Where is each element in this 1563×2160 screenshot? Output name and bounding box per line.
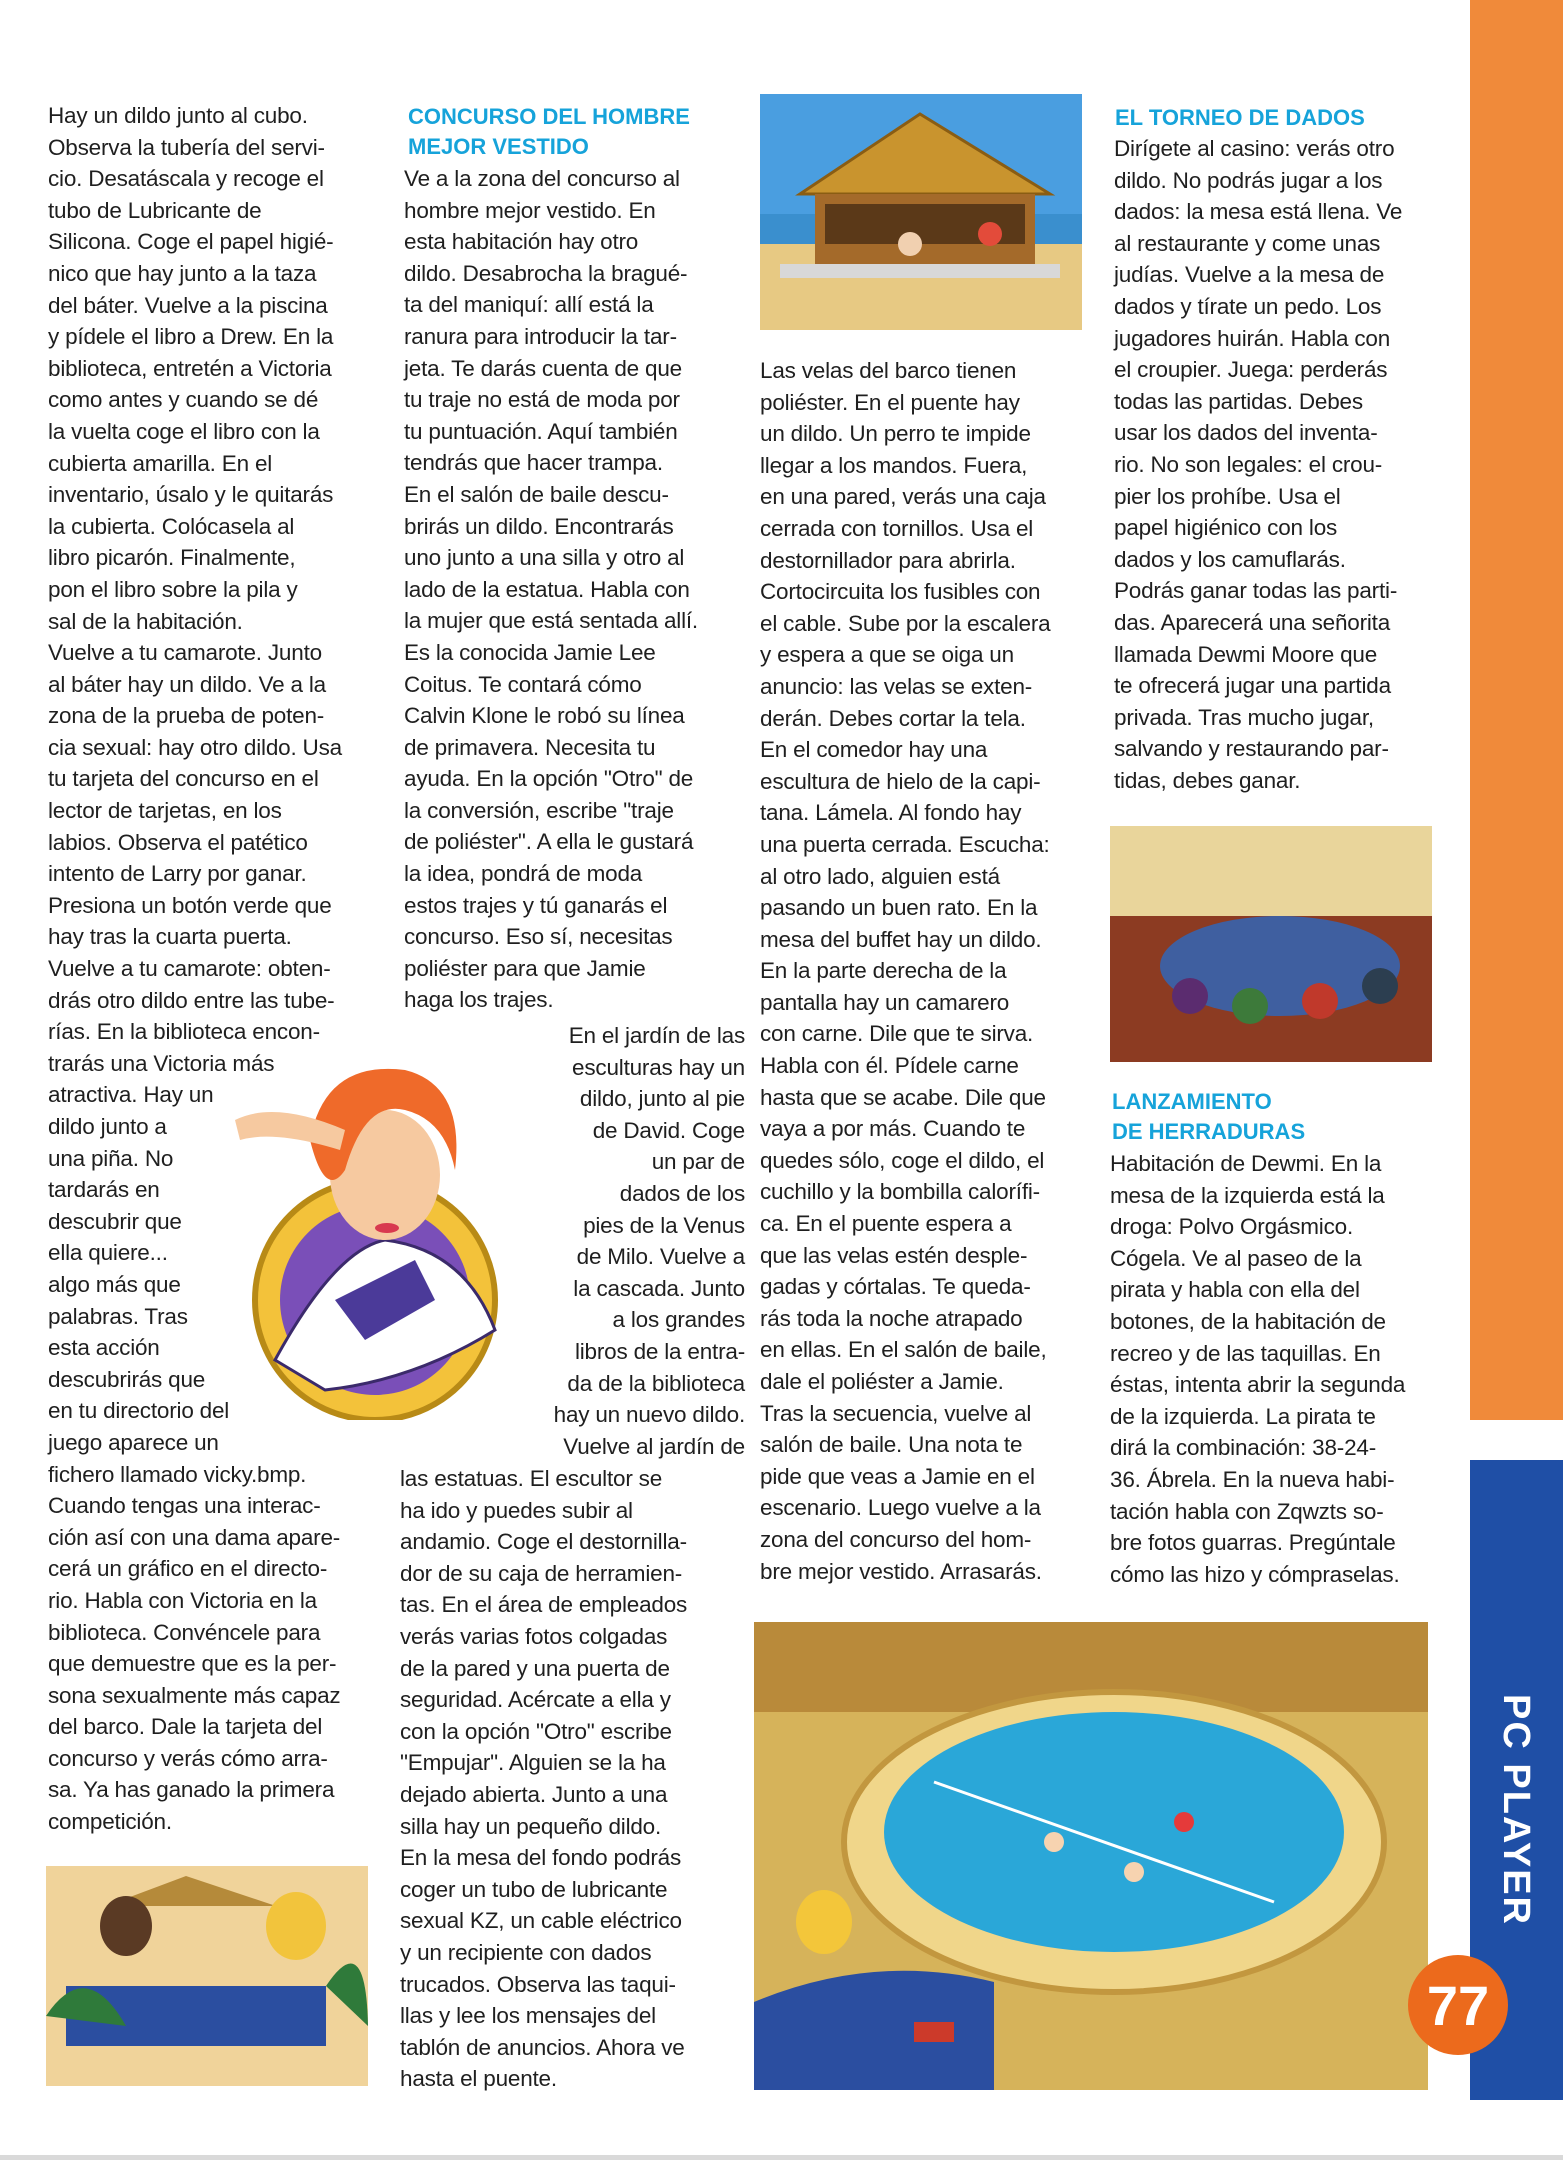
column-2-text-top: Ve a la zona del concurso al hombre mejor vestido. En esta habitación hay otro dildo. Desabrocha la bragué- ta del maniquí: allí está la ranura para introducir la tar- jeta. Te darás cuenta de que tu traje no está de moda por tu puntuación. Aquí también tendrás que hacer trampa. En el salón de baile descu- brirás un dildo. Encontrarás uno junto a una silla y otro al lado de la estatua. Habla con la mujer que está sentada allí. Es la conocida Jamie Lee Coitus. Te contará cómo Calvin Klone le robó su línea de primavera. Necesita tu ayuda. En la opción "Otro" de la conversión, escribe "traje de poliéster". A ella le gustará la idea, pondrá de moda estos trajes y tú ganarás el concurso. Eso sí, necesitas poliéster para que Jamie haga los trajes.: [404, 166, 698, 1013]
column-3-text: Las velas del barco tienen poliéster. En el puente hay un dildo. Un perro te impide llegar a los mandos. Fuera, en una pared, verás una caja cerrada con tornillos. Usa el destornillador para abrirla. Cortocircuita los fusibles con el cable. Sube por la escalera y espera a que se oiga un anuncio: las velas se exten- derán. Debes cortar la tela. En el comedor hay una escultura de hielo de la capi- tana. Lámela. Al fondo hay una puerta cerrada. Escucha: al otro lado, alguien está pasando un buen rato. En la mesa del buffet hay un dildo. En la parte derecha de la pantalla hay un camarero con carne. Dile que te sirva. Habla con él. Pídele carne hasta que se acabe. Dile que vaya a por más. Cuando te quedes sólo, coge el dildo, el cuchillo y la bombilla calorífi- ca. En el puente espera a que las velas estén desple- gadas y córtalas. Te queda- rás toda la noche atrapado en ellas. En el salón de baile, dale el poliéster a Jamie. Tras la secuencia, vuelve al salón de baile. Una nota te pide que veas a Jamie en el escenario. Luego vuelve a la zona del concurso del hom- bre mejor vestido. Arrasarás.: [760, 358, 1051, 1584]
screenshot-beach-hut: [760, 94, 1082, 330]
column-4-text-top: Dirígete al casino: verás otro dildo. No podrás jugar a los dados: la mesa está llena. Ve al restaurante y come unas judías. Vuelve a la mesa de dados y tírate un pedo. Los jugadores huirán. Habla con el croupier. Juega: perderás todas las partidas. Debes usar los dados del inventa- rio. No son legales: el crou- pier los prohíbe. Usa el papel higiénico con los dados y los camuflarás. Podrás ganar todas las parti- das. Aparecerá una señorita llamada Dewmi Moore que te ofrecerá jugar una partida privada. Tras mucho jugar, salvando y restaurando par- tidas, debes ganar.: [1114, 136, 1403, 793]
screenshot-lounge: [46, 1866, 368, 2086]
heading-dice-tournament: EL TORNEO DE DADOS: [1115, 105, 1365, 130]
column-2-text-bottom: las estatuas. El escultor se ha ido y puedes subir al andamio. Coge el destornilla- dor de su caja de herramien- tas. En el área de empleados verás varias fotos colgadas de la pared y una puerta de seguridad. Acércate a ella y con la opción "Otro" escribe "Empujar". Alguien se la ha dejado abierta. Junto a una silla hay un pequeño dildo. En la mesa del fondo podrás coger un tubo de lubricante sexual KZ, un cable eléctrico y un recipiente con dados trucados. Observa las taqui- llas y lee los mensajes del tablón de anuncios. Ahora ve hasta el puente.: [400, 1466, 688, 2092]
character-illustration: [215, 1000, 545, 1420]
heading-horseshoes: LANZAMIENTO DE HERRADURAS: [1112, 1089, 1306, 1144]
magazine-name: PC PLAYER: [1495, 1694, 1538, 1926]
side-orange-bar: [1470, 0, 1563, 1420]
screenshot-casino: [1110, 826, 1432, 1062]
column-2-text-wrap: En el jardín de las esculturas hay un dildo, junto al pie de David. Coge un par de dados de los pies de la Venus de Milo. Vuelve a la cascada. Junto a los grandes libros de la entra- da de la biblioteca hay un nuevo dildo. Vuelve al jardín de: [553, 1023, 745, 1459]
page-number-badge: 77: [1408, 1955, 1508, 2055]
heading-best-dressed: CONCURSO DEL HOMBRE MEJOR VESTIDO: [408, 104, 690, 159]
column-4-text-bottom: Habitación de Dewmi. En la mesa de la izquierda está la droga: Polvo Orgásmico. Cógela. Ve al paseo de la pirata y habla con ella del botones, de la habitación de recreo y de las taquillas. En éstas, intenta abrir la segunda de la izquierda. La pirata te dirá la combinación: 38-24- 36. Ábrela. En la nueva habi- tación habla con Zqwzts so- bre fotos guarras. Pregúntale cómo las hizo y cómpraselas.: [1110, 1151, 1406, 1587]
column-1-text: Hay un dildo junto al cubo. Observa la tubería del servi- cio. Desatáscala y recoge el tubo de Lubricante de Silicona. Coge el papel higié- nico que hay junto a la taza del báter. Vuelve a la piscina y pídele el libro a Drew. En la biblioteca, entretén a Victoria como antes y cuando se dé la vuelta coge el libro con la cubierta amarilla. En el inventario, úsalo y le quitarás la cubierta. Colócasela al libro picarón. Finalmente, pon el libro sobre la pila y sal de la habitación. Vuelve a tu camarote. Junto al báter hay un dildo. Ve a la zona de la prueba de poten- cia sexual: hay otro dildo. Usa tu tarjeta del concurso en el lector de tarjetas, en los labios. Observa el patético intento de Larry por ganar. Presiona un botón verde que hay tras la cuarta puerta. Vuelve a tu camarote: obten- drás otro dildo entre las tube- rías. En la biblioteca encon- trarás una Victoria más atractiva. Hay un dildo junto a una piña. No tardarás en descubrir que ella quiere... algo más que palabras. Tras esta acción descubrirás que en tu directorio del juego aparece un fichero llamado vicky.bmp. Cuando tengas una interac- ción así con una dama apare- cerá un gráfico en el directo- rio. Habla con Victoria en la biblioteca. Convéncele para que demuestre que es la per- sona sexualmente más capaz del barco. Dale la tarjeta del concurso y verás cómo arra- sa. Ya has ganado la primera competición.: [48, 103, 342, 1835]
bottom-rule: [0, 2155, 1563, 2160]
screenshot-pool-deck: [754, 1622, 1428, 2090]
